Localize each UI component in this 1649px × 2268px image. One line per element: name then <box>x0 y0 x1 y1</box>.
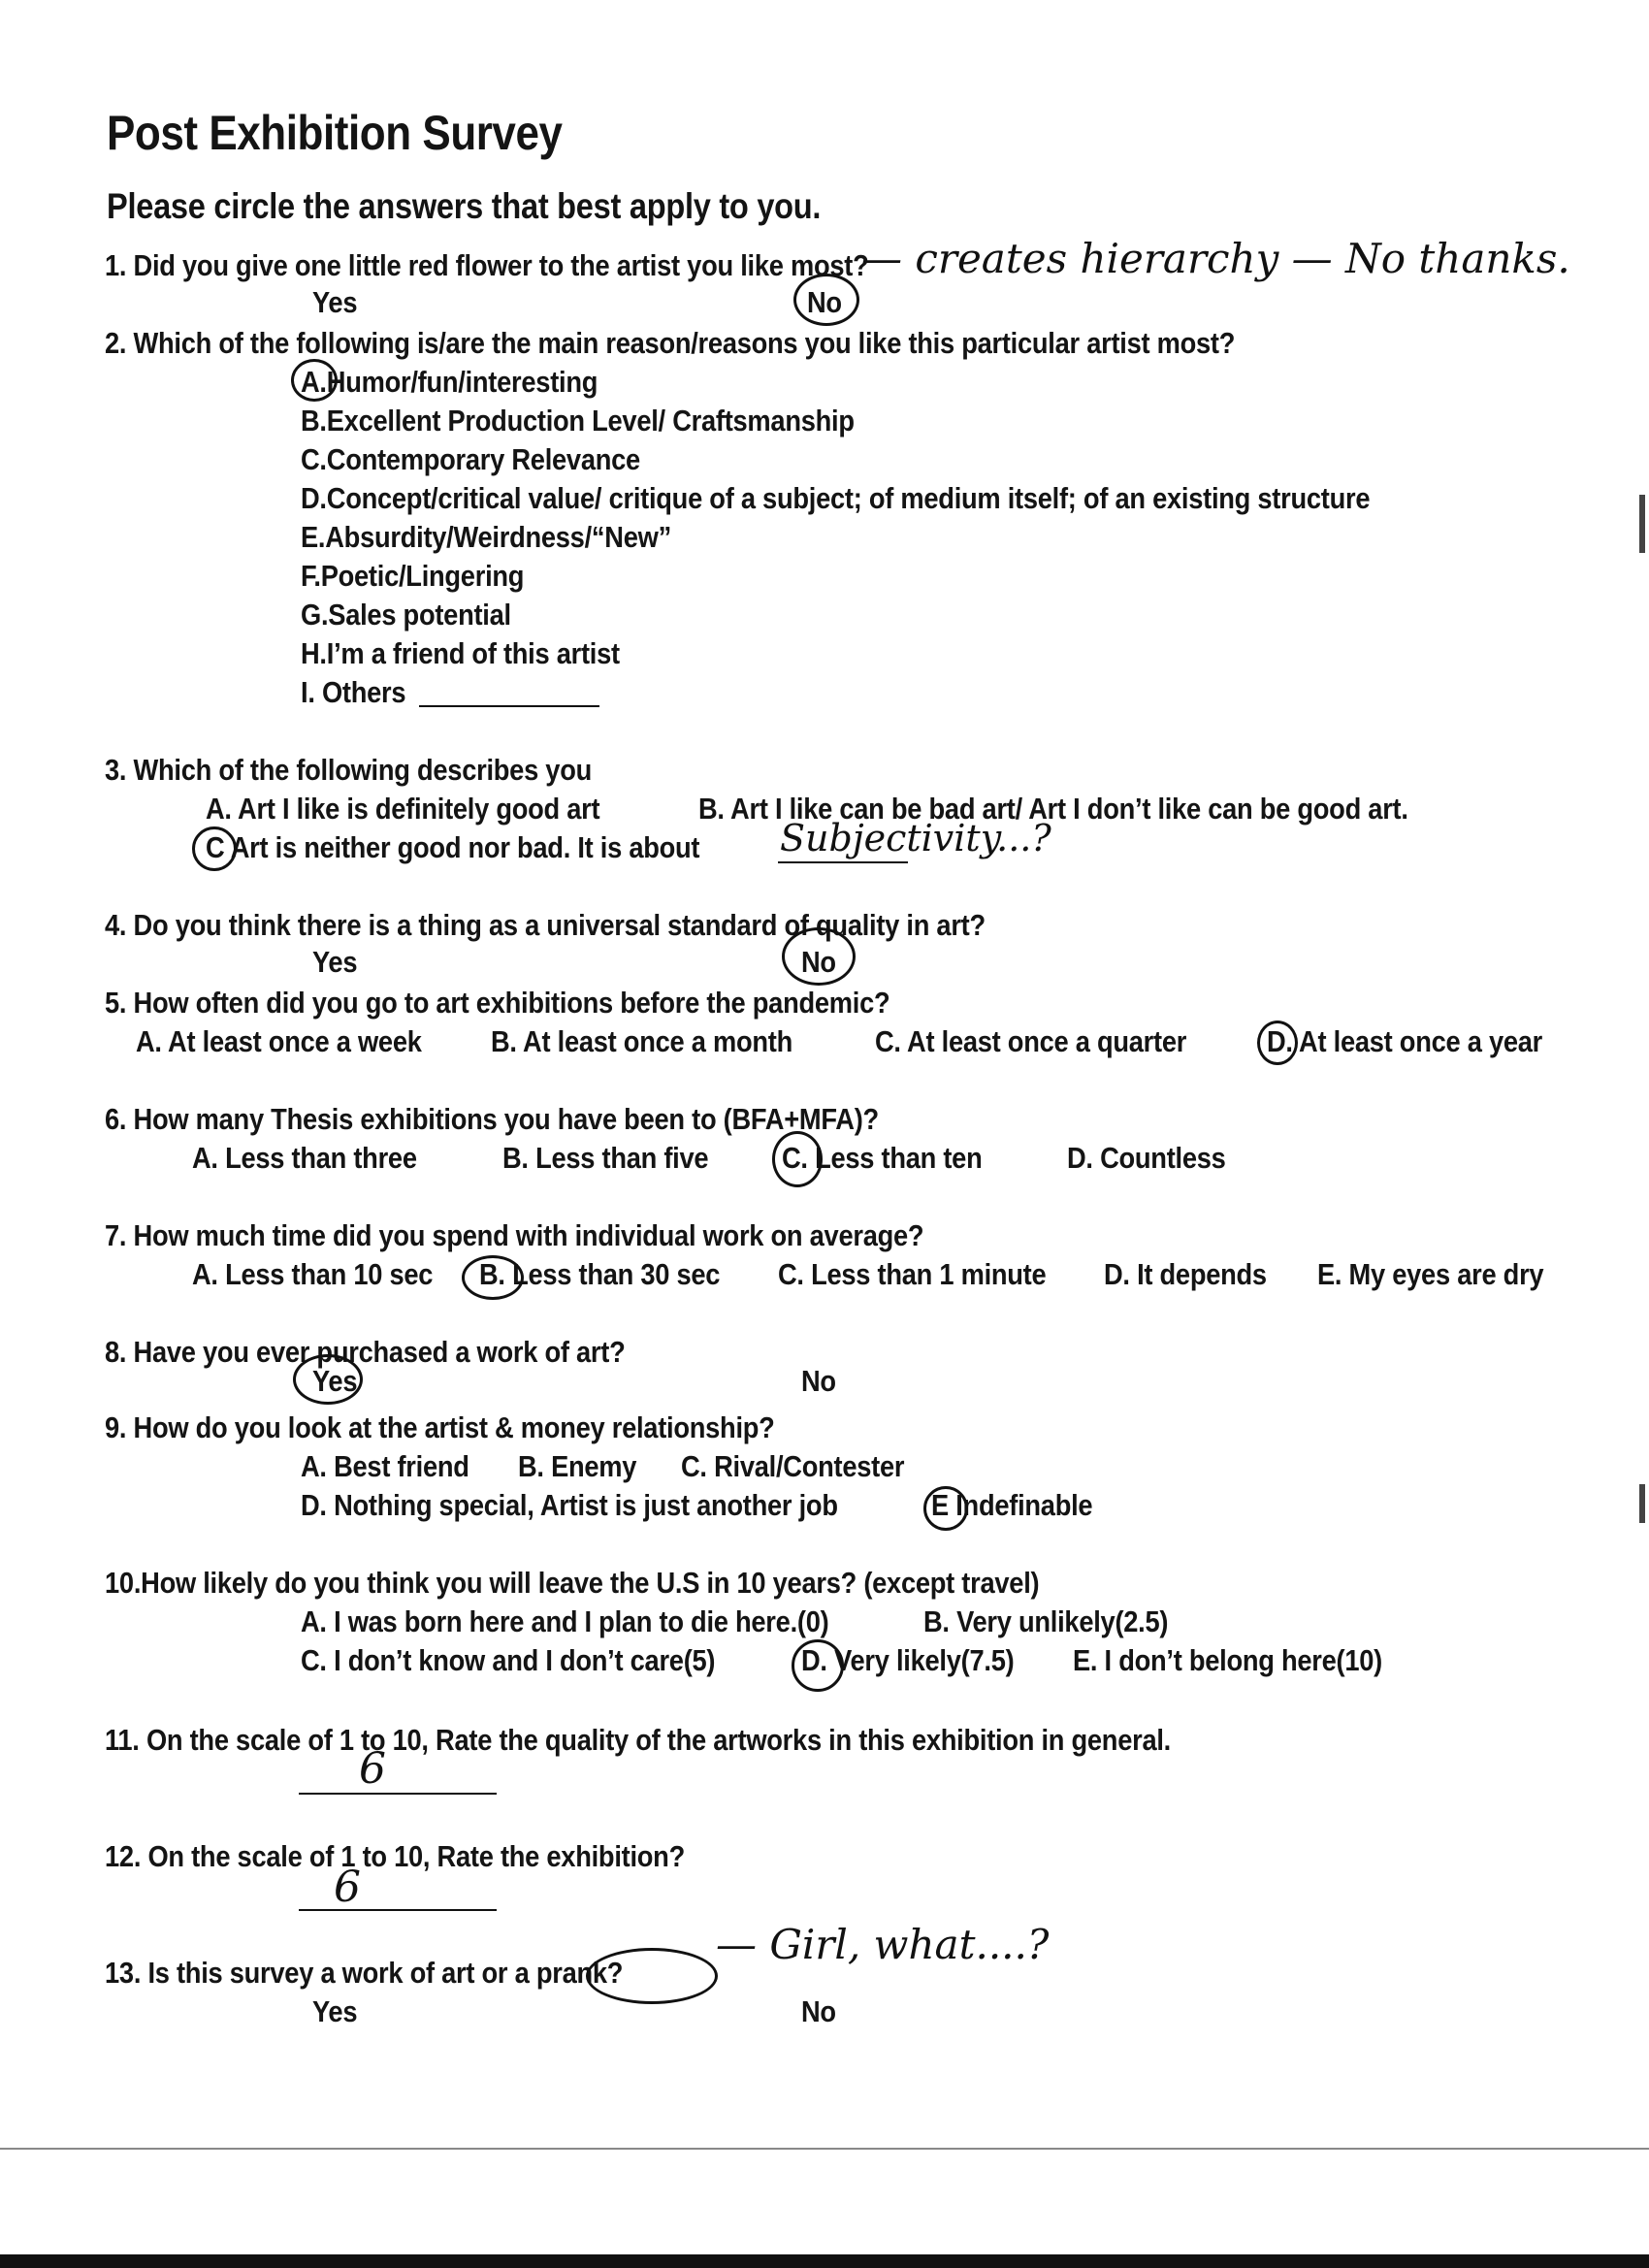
scan-edge-line <box>0 2148 1649 2150</box>
scan-side-mark <box>1639 495 1645 553</box>
q9-option-b[interactable]: B. Enemy <box>518 1449 637 1483</box>
q7-option-d[interactable]: D. It depends <box>1104 1257 1267 1291</box>
q8-answer-circle <box>293 1354 363 1405</box>
q4-option-yes[interactable]: Yes <box>312 945 358 979</box>
q13-option-no[interactable]: No <box>801 1994 836 2028</box>
survey-instructions: Please circle the answers that best apply to you. <box>107 186 822 226</box>
q10-answer-circle <box>792 1639 844 1692</box>
q13-answer-circle <box>586 1948 718 2004</box>
q10-option-e[interactable]: E. I don’t belong here(10) <box>1073 1643 1383 1677</box>
q3-fill-blank[interactable] <box>778 861 908 863</box>
q2-option-a[interactable]: A.Humor/fun/interesting <box>301 365 598 399</box>
q6-option-d[interactable]: D. Countless <box>1067 1141 1226 1175</box>
q2-option-d[interactable]: D.Concept/critical value/ critique of a subject; of medium itself; of an existing structure <box>301 481 1371 515</box>
q2-option-h[interactable]: H.I’m a friend of this artist <box>301 636 620 670</box>
q6-option-a[interactable]: A. Less than three <box>192 1141 417 1175</box>
question-3: 3. Which of the following describes you <box>105 753 593 787</box>
q3-answer-circle <box>192 826 237 871</box>
scan-side-mark <box>1639 1484 1645 1523</box>
q5-option-b[interactable]: B. At least once a month <box>491 1024 792 1058</box>
question-2: 2. Which of the following is/are the main reason/reasons you like this particular artist most? <box>105 326 1236 360</box>
q5-option-c[interactable]: C. At least once a quarter <box>875 1024 1187 1058</box>
q2-option-i[interactable]: I. Others <box>301 675 406 709</box>
q7-option-a[interactable]: A. Less than 10 sec <box>192 1257 434 1291</box>
q6-answer-circle <box>772 1131 823 1187</box>
q2-option-f[interactable]: F.Poetic/Lingering <box>301 559 525 593</box>
q8-option-yes[interactable]: Yes <box>312 1364 358 1398</box>
question-8: 8. Have you ever purchased a work of art? <box>105 1335 626 1369</box>
q13-handwritten-note: — Girl, what....? <box>716 1921 1050 1968</box>
q10-option-c[interactable]: C. I don’t know and I don’t care(5) <box>301 1643 716 1677</box>
q2-option-e[interactable]: E.Absurdity/Weirdness/“New” <box>301 520 671 554</box>
q9-option-e[interactable]: E Indefinable <box>931 1488 1093 1522</box>
q3-handwritten-answer: Subjectivity...? <box>780 817 1051 859</box>
q9-answer-circle <box>923 1486 968 1531</box>
q11-rating-blank[interactable] <box>299 1793 497 1795</box>
question-12: 12. On the scale of 1 to 10, Rate the exhibition? <box>105 1839 685 1873</box>
q2-option-g[interactable]: G.Sales potential <box>301 598 511 632</box>
question-6: 6. How many Thesis exhibitions you have been to (BFA+MFA)? <box>105 1102 879 1136</box>
q5-option-d[interactable]: D. At least once a year <box>1267 1024 1543 1058</box>
question-10: 10.How likely do you think you will leave the U.S in 10 years? (except travel) <box>105 1566 1040 1600</box>
q3-option-c[interactable]: C Art is neither good nor bad. It is about <box>206 830 700 864</box>
q7-option-e[interactable]: E. My eyes are dry <box>1317 1257 1544 1291</box>
q7-option-b[interactable]: B. Less than 30 sec <box>479 1257 721 1291</box>
survey-title: Post Exhibition Survey <box>107 106 563 160</box>
question-11: 11. On the scale of 1 to 10, Rate the quality of the artworks in this exhibition in general. <box>105 1723 1171 1757</box>
q12-rating-blank[interactable] <box>299 1909 497 1911</box>
q4-answer-circle <box>782 927 856 986</box>
question-13: 13. Is this survey a work of art or a prank? <box>105 1956 624 1990</box>
question-9: 9. How do you look at the artist & money relationship? <box>105 1410 775 1444</box>
q10-option-a[interactable]: A. I was born here and I plan to die here.(0) <box>301 1604 829 1638</box>
q3-option-b[interactable]: B. Art I like can be bad art/ Art I don’t like can be good art. <box>698 792 1408 826</box>
scan-bottom-edge <box>0 2254 1649 2268</box>
q9-option-d[interactable]: D. Nothing special, Artist is just another job <box>301 1488 838 1522</box>
q7-answer-circle <box>462 1255 524 1300</box>
q10-option-d[interactable]: D. Very likely(7.5) <box>801 1643 1015 1677</box>
q6-option-b[interactable]: B. Less than five <box>502 1141 709 1175</box>
question-5: 5. How often did you go to art exhibitions before the pandemic? <box>105 986 890 1020</box>
q9-option-a[interactable]: A. Best friend <box>301 1449 469 1483</box>
q11-handwritten-rating: 6 <box>359 1744 386 1794</box>
question-7: 7. How much time did you spend with individual work on average? <box>105 1218 924 1252</box>
q1-option-no[interactable]: No <box>807 285 842 319</box>
q2-option-b[interactable]: B.Excellent Production Level/ Craftsmanship <box>301 404 855 437</box>
q12-handwritten-rating: 6 <box>334 1863 361 1912</box>
q2-others-blank[interactable] <box>419 705 599 707</box>
q6-option-c[interactable]: C. Less than ten <box>782 1141 983 1175</box>
q10-option-b[interactable]: B. Very unlikely(2.5) <box>923 1604 1169 1638</box>
q13-option-yes[interactable]: Yes <box>312 1994 358 2028</box>
q9-option-c[interactable]: C. Rival/Contester <box>681 1449 905 1483</box>
q5-answer-circle <box>1257 1021 1298 1065</box>
q1-handwritten-note: — creates hierarchy — No thanks. <box>861 235 1570 282</box>
q5-option-a[interactable]: A. At least once a week <box>136 1024 422 1058</box>
q1-option-yes[interactable]: Yes <box>312 285 358 319</box>
q8-option-no[interactable]: No <box>801 1364 836 1398</box>
q1-answer-circle <box>793 274 859 326</box>
question-4: 4. Do you think there is a thing as a universal standard of quality in art? <box>105 908 986 942</box>
q4-option-no[interactable]: No <box>801 945 836 979</box>
q2-answer-circle <box>291 359 338 402</box>
q3-option-a[interactable]: A. Art I like is definitely good art <box>206 792 600 826</box>
question-1: 1. Did you give one little red flower to the artist you like most? <box>105 248 869 282</box>
q7-option-c[interactable]: C. Less than 1 minute <box>778 1257 1047 1291</box>
q2-option-c[interactable]: C.Contemporary Relevance <box>301 442 640 476</box>
